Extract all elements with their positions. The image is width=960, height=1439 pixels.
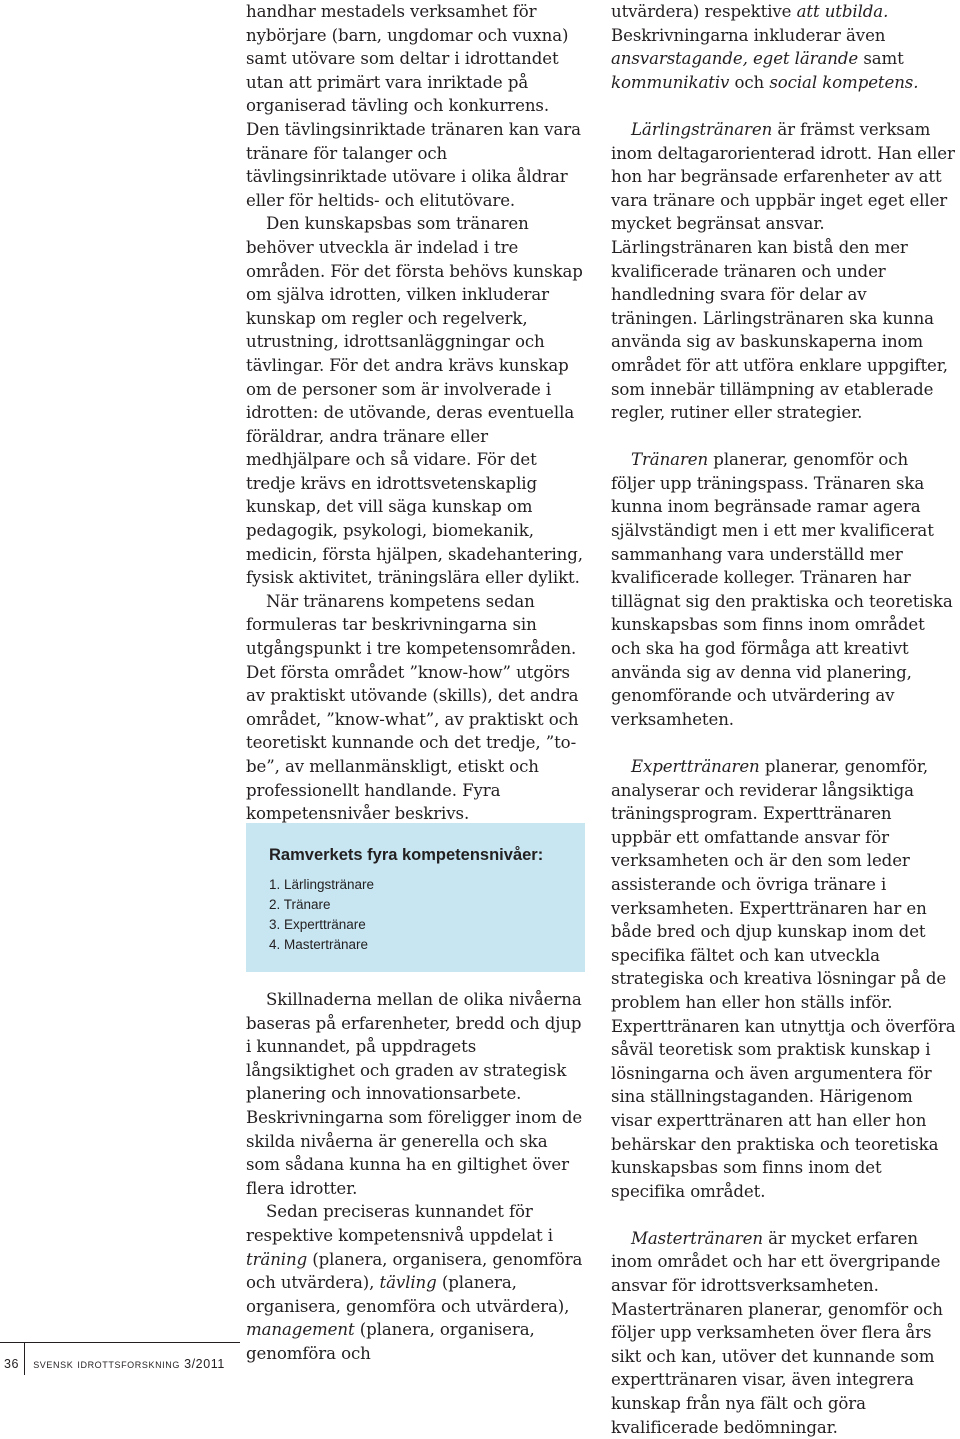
- text-run: (planera, organisera, genomföra och utvärdera),: [246, 1249, 583, 1293]
- levels-list: [269, 875, 585, 955]
- paragraph-level-differences: Skillnaderna mellan de olika nivåerna baseras på erfarenheter, bredd och djup i kunnandet, på uppdragets långsiktighet och graden av strategisk planering och innovationsarbete. Beskrivningarna som föreligger inom de skilda nivåerna är generella och ska som sådana kunna ha en giltighet över flera idrotter.: [246, 990, 583, 1198]
- emphasis-apprentice: Lärlingstränaren: [631, 119, 773, 139]
- page-number: 36: [4, 1357, 20, 1371]
- paragraph-continuation: [611, 0, 956, 94]
- text-run: (planera, organisera, genomföra och: [246, 1320, 535, 1363]
- footer-rule: [0, 1342, 240, 1343]
- paragraph-knowledge-base: Den kunskapsbas som tränaren behöver utveckla är indelad i tre områden. För det första behövs kunskap om själva idrotten, vilken inkluderar kunskap om regler och regelverk, utrustning, idrottsanläggningar och tävlingar. För det andra krävs kunskap om de personer som är involverade i idrotten: de utövande, deras eventuella föräldrar, andra tränare eller medhjälpare och så vidare. För det tredje krävs en idrottsvetenskaplig kunskap, det vill säga kunskap om pedagogik, psykologi, biomekanik, medicin, första hjälpen, skadehantering, fysisk aktivitet, träningslära eller dylikt.: [246, 214, 583, 588]
- paragraph-coach: [611, 448, 956, 731]
- competence-levels-box: [246, 823, 585, 972]
- emphasis-competition: tävling: [379, 1273, 437, 1293]
- box-title: Ramverkets fyra kompetensnivåer:: [269, 846, 544, 864]
- text-run: är främst verksam inom deltagarorienterad idrott. Han eller hon har begränsade erfarenheter av att vara tränare och uppbär inget eget eller mycket begränsat ansvar. Lärlingstränaren kan bistå den mer kvalificerade tränaren och under handledning svara för delar av träningen. Lärlingstränaren ska kunna använda sig av baskunskaperna inom området för att utföra enklare uppgifter, som innebär tillämpning av etablerade regler, rutiner eller strategier.: [611, 119, 955, 423]
- level-item: 4. Mastertränare: [269, 937, 369, 952]
- level-item: 3. Experttränare: [269, 917, 366, 932]
- text-run: och: [729, 72, 770, 92]
- text-run: utvärdera) respektive: [611, 2, 797, 21]
- emphasis-coach: Tränaren: [631, 450, 709, 470]
- text-run: Sedan preciseras kunnandet för respektive kompetensnivå uppdelat i: [246, 1202, 553, 1245]
- text-run: planerar, genomför och följer upp träningspass. Tränaren ska kunna inom begränsade ramar agera självständigt men i ett mer kvalificerat sammanhang vara underställd mer kvalificerade kolleger. Tränaren har tillägnat sig den praktiska och teoretiska kunskapsbas som finns inom området och ska ha god förmåga att kreativt använda sig av denna vid planering, genomförande och utvärdering av verksamheten.: [611, 450, 953, 729]
- paragraph-expert-coach: [611, 755, 956, 1203]
- paragraph-apprentice-coach: [611, 118, 956, 425]
- paragraph-intro: handhar mestadels verksamhet för nybörjare (barn, ungdomar och vuxna) samt utövare som deltar i idrottandet utan att primärt vara inriktade på organiserad tävling och konkurrens. Den tävlingsinriktade tränaren kan vara tränare för talanger och tävlingsinriktade utövare i olika åldrar eller för heltids- och elitutövare.: [246, 2, 581, 210]
- paragraph-competence-areas: När tränarens kompetens sedan formuleras tar beskrivningarna sin utgångspunkt i tre kompetensområden. Det första området ”know-how” utgörs av praktiskt utövande (skills), det andra området, ”know-what”, av praktiskt och teoretiskt kunnande och det tredje, ”to-be”, av mellanmänskligt, etiskt och professionellt handlande. Fyra kompetensnivåer beskrivs.: [246, 591, 579, 824]
- level-item: 2. Tränare: [269, 897, 331, 912]
- emphasis-expert: Experttränaren: [631, 757, 760, 776]
- left-column-lower: [246, 988, 586, 1366]
- emphasis: ansvarstagande, eget lärande: [611, 49, 859, 69]
- emphasis: att utbilda.: [796, 2, 889, 21]
- page-footer: [4, 1357, 225, 1371]
- publication-name: svensk idrottsforskning: [33, 1357, 180, 1371]
- emphasis-master: Mastertränaren: [631, 1228, 763, 1248]
- paragraph-master-coach: [611, 1227, 956, 1439]
- emphasis-training: träning: [246, 1249, 308, 1269]
- emphasis: kommunikativ: [611, 72, 730, 92]
- text-run: är mycket erfaren inom området och har ett övergripande ansvar för idrottsverksamheten. Mastertränaren planerar, genomför och följer upp verksamheten över flera års sikt och kan, utöver det kunnande som experttränaren visar, även integrera kunskap från nya fält och göra kvalificerade bedömningar.: [611, 1228, 943, 1437]
- left-column: [246, 0, 586, 826]
- text-run: (planera, organisera, genomföra och utvärdera),: [246, 1273, 570, 1316]
- text-run: samt: [858, 49, 904, 69]
- paragraph-specification: [246, 1200, 586, 1365]
- text-run: planerar, genomför, analyserar och reviderar långsiktiga träningsprogram. Experttränaren uppbär ett omfattande ansvar för verksamheten och är den som leder assisterande och övriga tränare i verksamheten. Experttränaren har en både bred och djup kunskap inom det specifika fältet och kan utveckla strategiska och kreativa lösningar på de problem han eller hon ställs inför. Experttränaren kan utnyttja och överföra såväl teoretisk som praktisk kunskap i lösningarna och även argumentera för sina ställningstaganden. Härigenom visar experttränaren att han eller hon behärskar den praktiska och teoretiska kunskapsbas som finns inom det specifika området.: [611, 757, 956, 1201]
- level-item: 1. Lärlingstränare: [269, 877, 375, 892]
- emphasis-management: management: [246, 1320, 355, 1340]
- issue-number: 3/2011: [184, 1357, 225, 1371]
- right-column: [611, 0, 956, 1439]
- emphasis: social kompetens.: [769, 72, 919, 92]
- text-run: Beskrivningarna inkluderar även: [611, 25, 886, 45]
